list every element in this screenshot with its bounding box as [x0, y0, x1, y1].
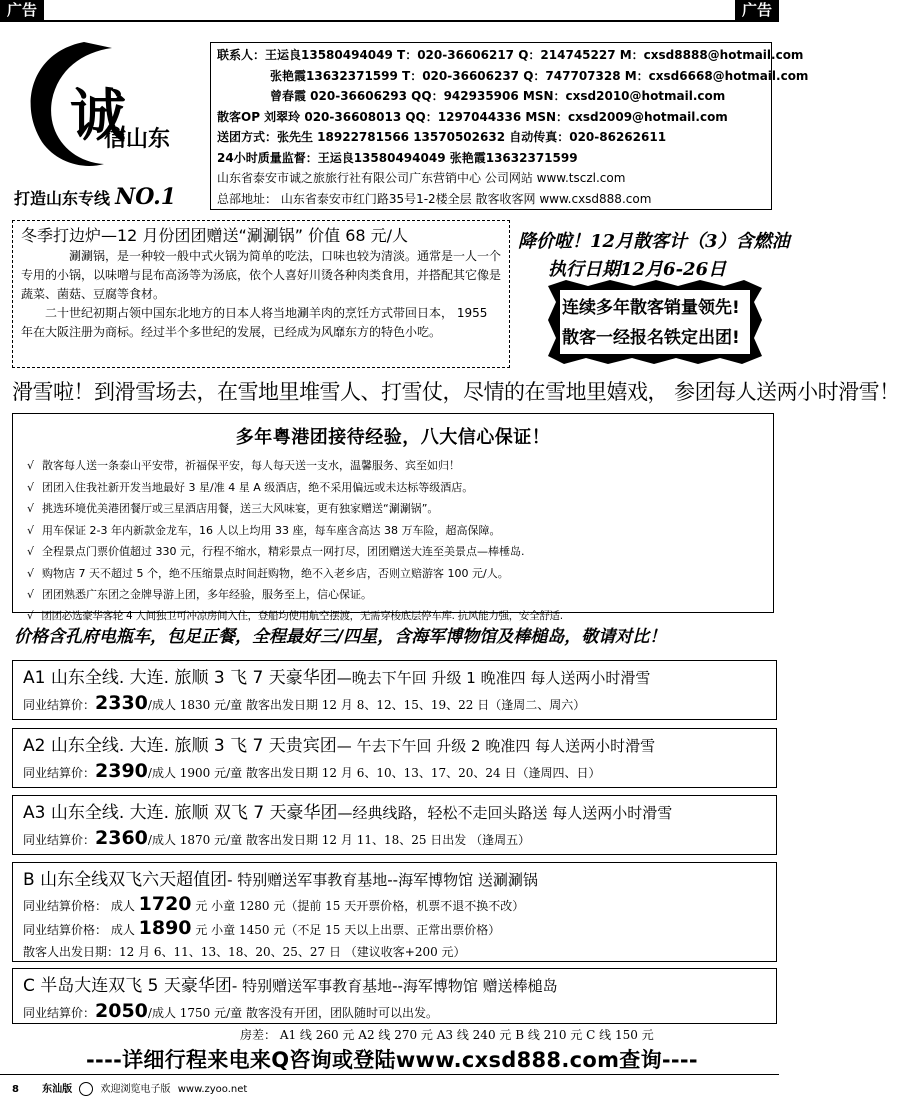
ad-tag-right: 广告: [735, 0, 779, 20]
burst-line-1: 连续多年散客销量领先!: [562, 298, 740, 318]
tour-title: B 山东全线双飞六天超值团: [23, 870, 228, 890]
tour-note: —经典线路，轻松不走回头路送 每人送两小时滑雪: [337, 804, 673, 822]
logo-slogan-no: NO.1: [115, 184, 177, 210]
tour-note: —晚去下午回 升级 1 晚准四 每人送两小时滑雪: [336, 669, 651, 687]
contact-line-2: 张艳霞13632371599 T：020-36606237 Q：747707328 M：cxsd6668@hotmail.com: [270, 68, 809, 83]
adult-price: 2050: [95, 1000, 148, 1022]
price-detail: /成人 1830 元/童 散客出发日期 12 月 8、12、15、19、22 日（逢周二、周六）: [147, 698, 586, 712]
guarantee-list: [13, 455, 773, 627]
contact-box: [210, 42, 809, 210]
tour-a3: [12, 795, 777, 855]
guarantee-item: √ 团团熟悉广东团之金牌导游上团，多年经验，服务至上，信心保证。: [27, 584, 773, 606]
guarantee-item: √ 全程景点门票价值超过 330 元，行程不缩水，精彩景点一网打尽，团团赠送大连至美景点—棒棰岛.: [27, 541, 773, 563]
edition-label: 东汕版: [42, 1084, 73, 1095]
logo-main-char: 诚: [70, 83, 126, 149]
promo-para-2: 二十世纪初期占领中国东北地方的日本人将当地涮羊肉的烹饪方式带回日本， 1955 年在大阪注册为商标。经过半个多世纪的发展，已经成为风靡东方的特色小吃。: [21, 306, 488, 339]
tour-b: [12, 862, 777, 962]
tour-note: - 特别赠送军事教育基地--海军博物馆 送涮涮锅: [227, 871, 538, 889]
price-drop-notice: [518, 228, 790, 284]
site-logo-icon: [79, 1082, 93, 1096]
price-label: 同业结算价：: [23, 833, 96, 847]
logo-sub-text: 信山东: [104, 126, 171, 152]
price-drop-line-1: 降价啦！12月散客计（3）含燃油: [518, 231, 790, 252]
promo-title: 冬季打边炉—12 月份团团赠送“涮涮锅” 价值 68 元/人: [21, 226, 409, 245]
tour-title: A3 山东全线. 大连. 旅顺 双飞 7 天豪华团: [23, 803, 338, 823]
hotpot-promo: [12, 220, 510, 368]
adult-price: 2390: [95, 760, 148, 782]
guarantee-item: √ 散客每人送一条泰山平安带，祈福保平安，每人每天送一支水，温馨服务、宾至如归！: [27, 455, 773, 477]
tour-note: - 特别赠送军事教育基地--海军博物馆 赠送棒槌岛: [231, 977, 558, 995]
footer-contact-banner: ----详细行程来电来Q咨询或登陆www.cxsd888.com查询----: [86, 1048, 698, 1072]
header-rule: [0, 20, 779, 22]
price-headline: 价格含孔府电瓶车，包足正餐，全程最好三/四星，含海军博物馆及棒槌岛，敬请对比！: [14, 627, 667, 647]
price-label: 同业结算价：: [23, 766, 96, 780]
starburst-badge: [548, 280, 762, 364]
guarantee-item: √ 团团必选豪华客轮 4 人间独卫可冲凉房间入住，登船均使用航空摆渡，无需穿梭底层停车库. 抗风能力强，安全舒适.: [27, 606, 773, 628]
departure-dates: 散客人出发日期：12 月 6、11、13、18、20、25、27 日 （建议收客+200 元）: [23, 945, 466, 959]
price-drop-line-2: 执行日期12月6-26日: [548, 259, 727, 280]
tour-title: C 半岛大连双飞 5 天豪华团: [23, 976, 232, 996]
tour-a2: [12, 728, 777, 788]
welcome-text: 欢迎浏览电子版: [100, 1084, 171, 1095]
price-label: 同业结算价格： 成人: [23, 923, 139, 937]
guarantee-item: √ 挑选环境优美港团餐厅或三星酒店用餐，送三大风味宴，更有独家赠送“涮涮锅”。: [27, 498, 773, 520]
page-number: 8: [12, 1084, 19, 1095]
page-footer: [12, 1080, 247, 1096]
adult-price: 1720: [138, 893, 192, 915]
price-label: 同业结算价：: [23, 698, 96, 712]
site-link[interactable]: www.zyoo.net: [177, 1084, 248, 1095]
company-logo: [12, 34, 202, 214]
contact-line-6: 24小时质量监督：王运良13580494049 张艳霞13632371599: [217, 150, 578, 165]
price-detail: /成人 1750 元/童 散客没有开团，团队随时可以出发。: [147, 1006, 438, 1020]
adult-price: 1890: [138, 917, 192, 939]
contact-line-1: 联系人：王运良13580494049 T：020-36606217 Q：214745227 M：cxsd8888@hotmail.com: [217, 48, 804, 62]
tour-c: [12, 968, 777, 1024]
guarantee-box: [12, 413, 774, 622]
logo-slogan: 打造山东专线: [14, 189, 111, 208]
price-label: 同业结算价：: [23, 1006, 96, 1020]
tour-a1: [12, 660, 777, 720]
footer-rule: [0, 1074, 779, 1075]
room-difference-fees: 房差： A1 线 260 元 A2 线 270 元 A3 线 240 元 B 线 210 元 C 线 150 元: [240, 1028, 654, 1042]
tour-title: A2 山东全线. 大连. 旅顺 3 飞 7 天贵宾团: [23, 736, 337, 756]
price-detail: /成人 1900 元/童 散客出发日期 12 月 6、10、13、17、20、24 日（逢周四、日）: [147, 766, 601, 780]
contact-line-4: 散客OP 刘翠玲 020-36608013 QQ：1297044336 MSN：cxsd2009@hotmail.com: [217, 109, 728, 124]
guarantee-title: 多年粤港团接待经验，八大信心保证！: [235, 427, 551, 448]
promo-para-1: 涮涮锅，是一种较一般中式火锅为简单的吃法，口味也较为清淡。通常是一人一个专用的小锅，以味噌与昆布高汤等为汤底，依个人喜好川烫各种肉类食用，并搭配其它像是蔬菜、菌菇、豆腐等食材。: [21, 249, 502, 301]
ad-tag-left: 广告: [0, 0, 44, 20]
price-label: 同业结算价格： 成人: [23, 899, 139, 913]
burst-line-2: 散客一经报名铁定出团!: [562, 328, 740, 348]
contact-line-3: 曾春霞 020-36606293 QQ：942935906 MSN：cxsd2010@hotmail.com: [270, 89, 726, 103]
guarantee-item: √ 购物店 7 天不超过 5 个，绝不压缩景点时间赶购物，绝不入老乡店，否则立赔游客 100 元/人。: [27, 563, 773, 585]
contact-line-7: 山东省泰安市诚之旅旅行社有限公司广东营销中心 公司网站 www.tsczl.com: [217, 171, 626, 185]
price-detail: /成人 1870 元/童 散客出发日期 12 月 11、18、25 日出发 （逢周五）: [147, 833, 531, 847]
guarantee-item: √ 团团入住我社新开发当地最好 3 星/准 4 星 A 级酒店，绝不采用偏远或未达标等级酒店。: [27, 477, 773, 499]
guarantee-item: √ 用车保证 2-3 年内新款金龙车，16 人以上均用 33 座，每车座含高达 38 万车险，超高保障。: [27, 520, 773, 542]
adult-price: 2330: [95, 692, 148, 714]
contact-line-8: 总部地址： 山东省泰安市红门路35号1-2楼全层 散客收客网 www.cxsd888.com: [217, 191, 652, 206]
contact-line-5: 送团方式：张先生 18922781566 13570502632 自动传真：020-86262611: [217, 130, 667, 144]
price-detail: 元 小童 1450 元（不足 15 天以上出票、正常出票价格）: [191, 923, 501, 937]
price-detail: 元 小童 1280 元（提前 15 天开票价格，机票不退不换不改）: [191, 899, 525, 913]
adult-price: 2360: [95, 827, 148, 849]
tour-title: A1 山东全线. 大连. 旅顺 3 飞 7 天豪华团: [23, 668, 337, 688]
ski-banner: 滑雪啦！到滑雪场去，在雪地里堆雪人、打雪仗，尽情的在雪地里嬉戏， 参团每人送两小时滑雪！: [12, 380, 900, 404]
tour-note: — 午去下午回 升级 2 晚准四 每人送两小时滑雪: [336, 737, 656, 755]
